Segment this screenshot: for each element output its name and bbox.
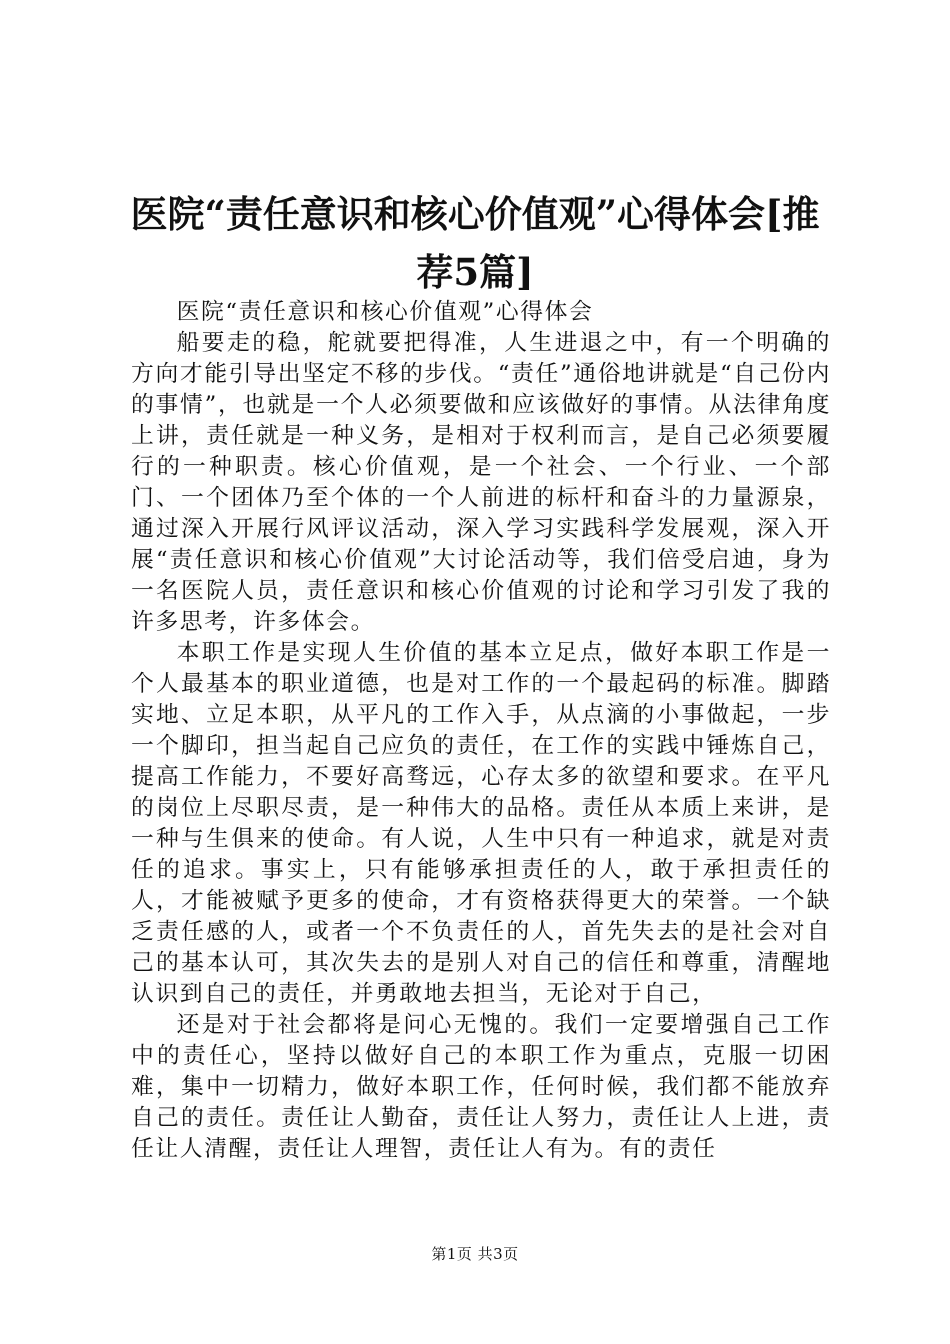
title-line-2: 荐5篇] — [416, 249, 534, 294]
page-footer — [0, 1244, 950, 1264]
document-title — [120, 185, 830, 301]
title-line-1: 医院“责任意识和核心价值观”心得体会[推 — [130, 191, 820, 236]
page-number: 第1页 共3页 — [431, 1245, 519, 1263]
body-paragraph-2: 本职工作是实现人生价值的基本立足点，做好本职工作是一个人最基本的职业道德，也是对工作的一个最起码的标准。脚踏实地、立足本职，从平凡的工作入手，从点滴的小事做起，一步一个脚印，担当起自己应负的责任，在工作的实践中锤炼自己，提高工作能力，不要好高骛远，心存太多的欲望和要求。在平凡的岗位上尽职尽责，是一种伟大的品格。责任从本质上来讲，是一种与生俱来的使命。有人说，人生中只有一种追求，就是对责任的追求。事实上，只有能够承担责任的人，敢于承担责任的人，才能被赋予更多的使命，才有资格获得更大的荣誉。一个缺乏责任感的人，或者一个不负责任的人，首先失去的是社会对自己的基本认可，其次失去的是别人对自己的信任和尊重，清醒地认识到自己的责任，并勇敢地去担当，无论对于自己， — [131, 640, 831, 1007]
body-paragraph-3: 还是对于社会都将是问心无愧的。我们一定要增强自己工作中的责任心，坚持以做好自己的本职工作为重点，克服一切困难，集中一切精力，做好本职工作，任何时候，我们都不能放弃自己的责任。责任让人勤奋，责任让人努力，责任让人上进，责任让人清醒，责任让人理智，责任让人有为。有的责任 — [131, 1012, 831, 1162]
document-body — [131, 297, 831, 1165]
document-subheading: 医院“责任意识和核心价值观”心得体会 — [176, 299, 594, 325]
body-paragraph-1: 船要走的稳，舵就要把得准，人生进退之中，有一个明确的方向才能引导出坚定不移的步伐。“责任”通俗地讲就是“自己份内的事情”，也就是一个人必须要做和应该做好的事情。从法律角度上讲，责任就是一种义务，是相对于权利而言，是自己必须要履行的一种职责。核心价值观，是一个社会、一个行业、一个部门、一个团体乃至个体的一个人前进的标杆和奋斗的力量源泉，通过深入开展行风评议活动，深入学习实践科学发展观，深入开展“责任意识和核心价值观”大讨论活动等，我们倍受启迪，身为一名医院人员，责任意识和核心价值观的讨论和学习引发了我的许多思考，许多体会。 — [131, 330, 831, 635]
